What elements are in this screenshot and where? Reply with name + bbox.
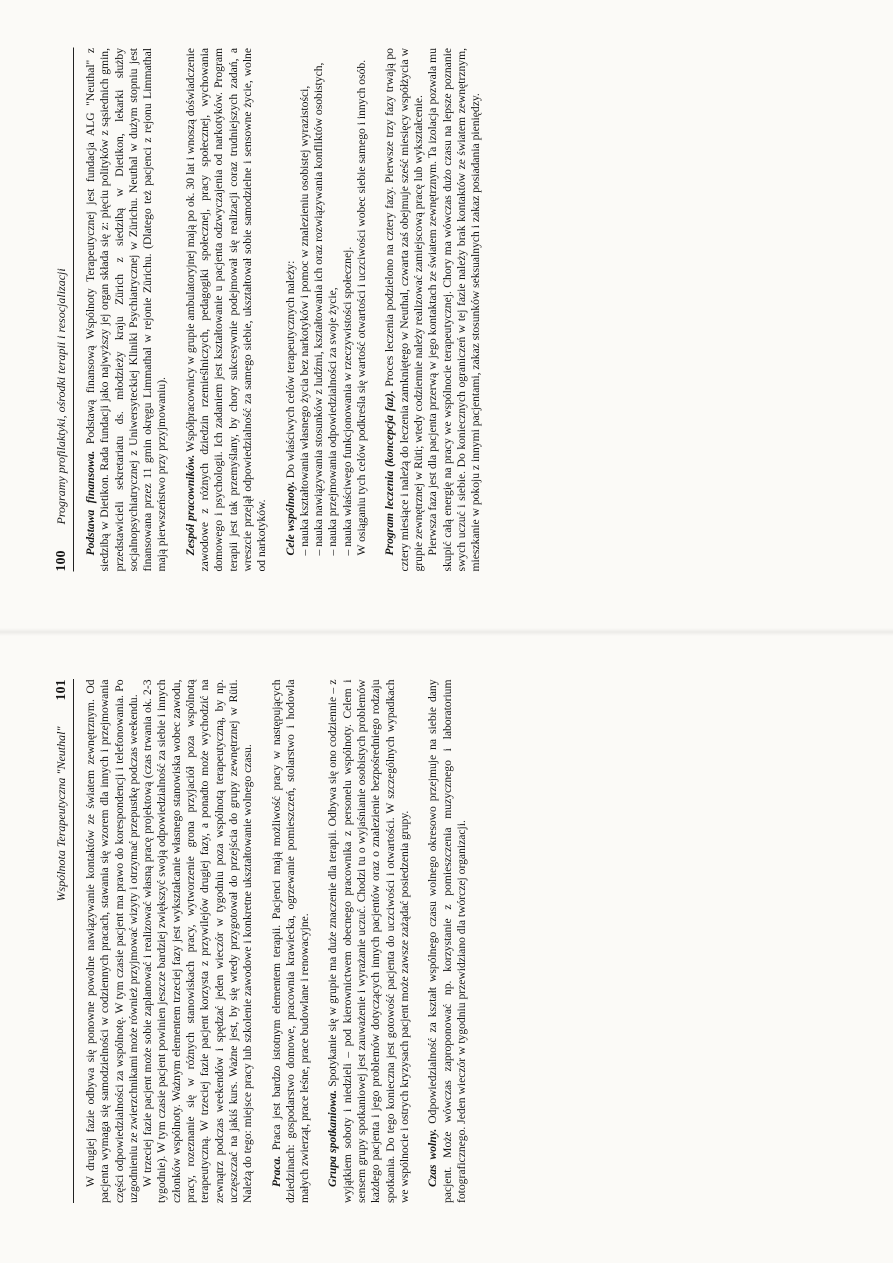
paragraph-text: Podstawą finansową Wspólnoty Terapeutycznej jest fundacja ALG "Neuthal" z siedzibą w Dietikon. Rada fundacji jako najwyższy jej organ składa się z: pięciu polityków z sąsiednich gmin, przedstawicieli sekretariatu ds. młodzieży kraju Zürich z siedzibą w Dietikon, lekarki służby socjalnopsychiatrycznej z Uniwersyteckiej Kliniki Psychiatrycznej w Zürichu. Neuthal w dużym stopniu jest finansowana przez 11 gmin okręgu Limmathal w rejonie Zürichu. (Dlatego też pacjenci z rejonu Limmathal mają pierwszeństwo przy przyjmowaniu). [84,48,169,572]
paragraph [284,48,298,572]
paragraph [184,48,270,572]
paragraph-text: Odpowiedzialność za kształt wspólnego czasu wolnego okresowo przejmuje na siebie dany pacjent. Może wówczas zaproponować np. korzystanie z pomieszczenia muzycznego i laboratorium fotograficznego. Jeden wieczór w tygodniu przewidziano dla twórczej organizacji. [426,679,468,1203]
paragraph: W drugiej fazie odbywa się ponowne powolne nawiązywanie kontaktów ze światem zewnętrznym. Od pacjenta wymaga się samodzielności w codziennych pracach, stawania się wzorem dla innych i przejmowania części odpowiedzialności za wspólnotę. W tym czasie pacjent ma prawo do korespondencji i telefonowania. Po uzgodnieniu ze zwierzchnikami może również przyjmować wizyty i otrzymać przepustkę podczas weekendu. [84,679,140,1203]
paragraph-lead: Cele wspólnoty. [283,481,297,556]
page-number: 101 [54,679,69,701]
paragraph: W osiąganiu tych celów podkreśla się wartość otwartości i uczciwości wobec siebie samego i innych osób. [355,59,369,556]
paragraph [426,680,469,1204]
paragraph-lead: Program leczenia (koncepcja faz). [383,390,397,556]
right-page-header [54,680,74,1204]
paragraph-lead: Zespół pracowników. [183,454,197,556]
paragraph: W trzeciej fazie pacjent może sobie zaplanować i realizować własną pracę projektową (czas trwania ok. 2-3 tygodnie). W tym czasie pacjent powinien jeszcze bardziej zwiększyć swoją odpowiedzialność za siebie i innych członków wspólnoty. Ważnym elementem trzeciej fazy jest wykształcanie własnego stanowiska wobec zawodu, pracy, rozeznanie się w różnych stanowiskach pracy, wytworzenie grona przyjaciół poza wspólnotą terapeutyczną. W trzeciej fazie pacjent korzysta z przywilejów drugiej fazy, a ponadto może wychodzić na zewnątrz podczas weekendów i spędzać jeden wieczór w tygodniu poza wspólnotą terapeutyczną, by np. uczęszczać na jakiś kurs. Ważne jest, by się wtedy przygotował do przejścia do grupy zewnętrznej w Rüti. Należą do tego: miejsce pracy lub szkolenie zawodowe i konkretne ukształtowanie wolnego czasu. [141,679,255,1203]
paragraph-lead: Czas wolny. [426,1128,440,1187]
paragraph [270,680,313,1204]
paragraph-text: Proces leczenia podzielono na cztery fazy. Pierwsze trzy fazy trwają po cztery miesiące i należą do leczenia zamkniętego w Neuthal, czwarta zaś obejmuje sześć miesięcy współżycia w grupie zewnętrznej w Rüti; wtedy codziennie należy realizować zamiejscową pracę lub wykształcenie. [383,48,425,572]
right-page [0,632,893,1263]
page-number: 100 [54,550,69,572]
left-page-content [54,48,833,572]
paragraph [84,48,170,572]
paragraph-text: Do właściwych celów terapeutycznych należy: [283,260,297,482]
paragraph: Pierwsza faza jest dla pacjenta przerwą w jego kontaktach ze światem zewnętrznym. Ta izolacja pozwala mu skupić całą energię na pracy we wspólnocie terapeutycznej. Chory ma wówczas dużo czasu na lepsze poznanie swych uczuć i siebie. Do koniecznych ograniczeń w tej fazie należy brak kontaktów ze światem zewnętrznym, mieszkanie w pokoju z innymi pacjentami, zakaz stosunków seksualnych i zakaz posiadania pieniędzy. [426,48,483,572]
paragraph-lead: Grupa spotkaniowa. [326,1090,340,1187]
paragraph-lead: Praca. [269,1155,283,1187]
running-head: Programy profilaktyki, ośrodki terapii i resocjalizacji [54,268,68,525]
right-page-content [54,680,833,1204]
paragraph-text: Spotykanie się w grupie ma duże znaczenie dla terapii. Odbywa się ono codziennie – z wyjątkiem soboty i niedzieli – pod kierownictwem obecnego pracownika z personelu wspólnoty. Celem i sensem grupy spotkaniowej jest zauważenie i wyrażanie uczuć. Chodzi tu o wyjaśnianie osobistych problemów każdego pacjenta i jego problemów dotyczących innych pacjentów oraz o znalezienie bezpośredniego rodzaju spotkania. Do tego konieczna jest gotowość pacjenta do uczciwości i otwartości. W szczególnych wypadkach we wspólnocie i ostrych kryzysach pacjent może zawsze zażądać posiedzenia grupy. [326,679,411,1203]
goal-list-item: – nauka kształtowania własnego życia bez narkotyków i pomoc w znalezieniu osobistej wyrazistości, [297,85,311,556]
left-page-header [54,48,74,572]
goal-list-item: – nauka właściwego funkcjonowania w rzeczywistości społecznej. [340,246,354,556]
goal-list-item: – nauka nawiązywania stosunków z ludźmi, kształtowania ich oraz rozwiązywania konfliktów osobistych, [312,62,326,556]
paragraph-lead: Podstawa finansowa. [84,450,97,556]
paragraph-text: Praca jest bardzo istotnym elementem terapii. Pacjenci mają możliwość pracy w następujących dziedzinach: gospodarstwo domowe, pracownia krawiecka, ogrzewanie pomieszczeń, stolarstwo i hodowla małych zwierząt, prace leśne, prace budowlane i renowacyjne. [269,679,312,1203]
paragraph [383,48,426,572]
paragraph [326,680,412,1204]
paragraph-text: Współpracownicy w grupie ambulatoryjnej mają po ok. 30 lat i wnoszą doświadczenie zawodowe z różnych dziedzin rzemieślniczych, pedagogiki społecznej, pracy społecznej, wychowania domowego i psychologii. Ich zadaniem jest kształtowanie u pacjenta odzwyczajenia od narkotyków. Program terapii jest tak przemyślany, by chory sukcesywnie podejmował się realizacji coraz trudniejszych zadań, a wreszcie przejął odpowiedzialność za samego siebie, ukształtował sobie samodzielne i sensowne życie, wolne od narkotyków. [183,48,269,572]
running-head: Wspólnota Terapeutyczna "Neuthal" [54,726,68,902]
goal-list-item: – nauka przejmowania odpowiedzialności za swoje życie, [326,287,340,556]
